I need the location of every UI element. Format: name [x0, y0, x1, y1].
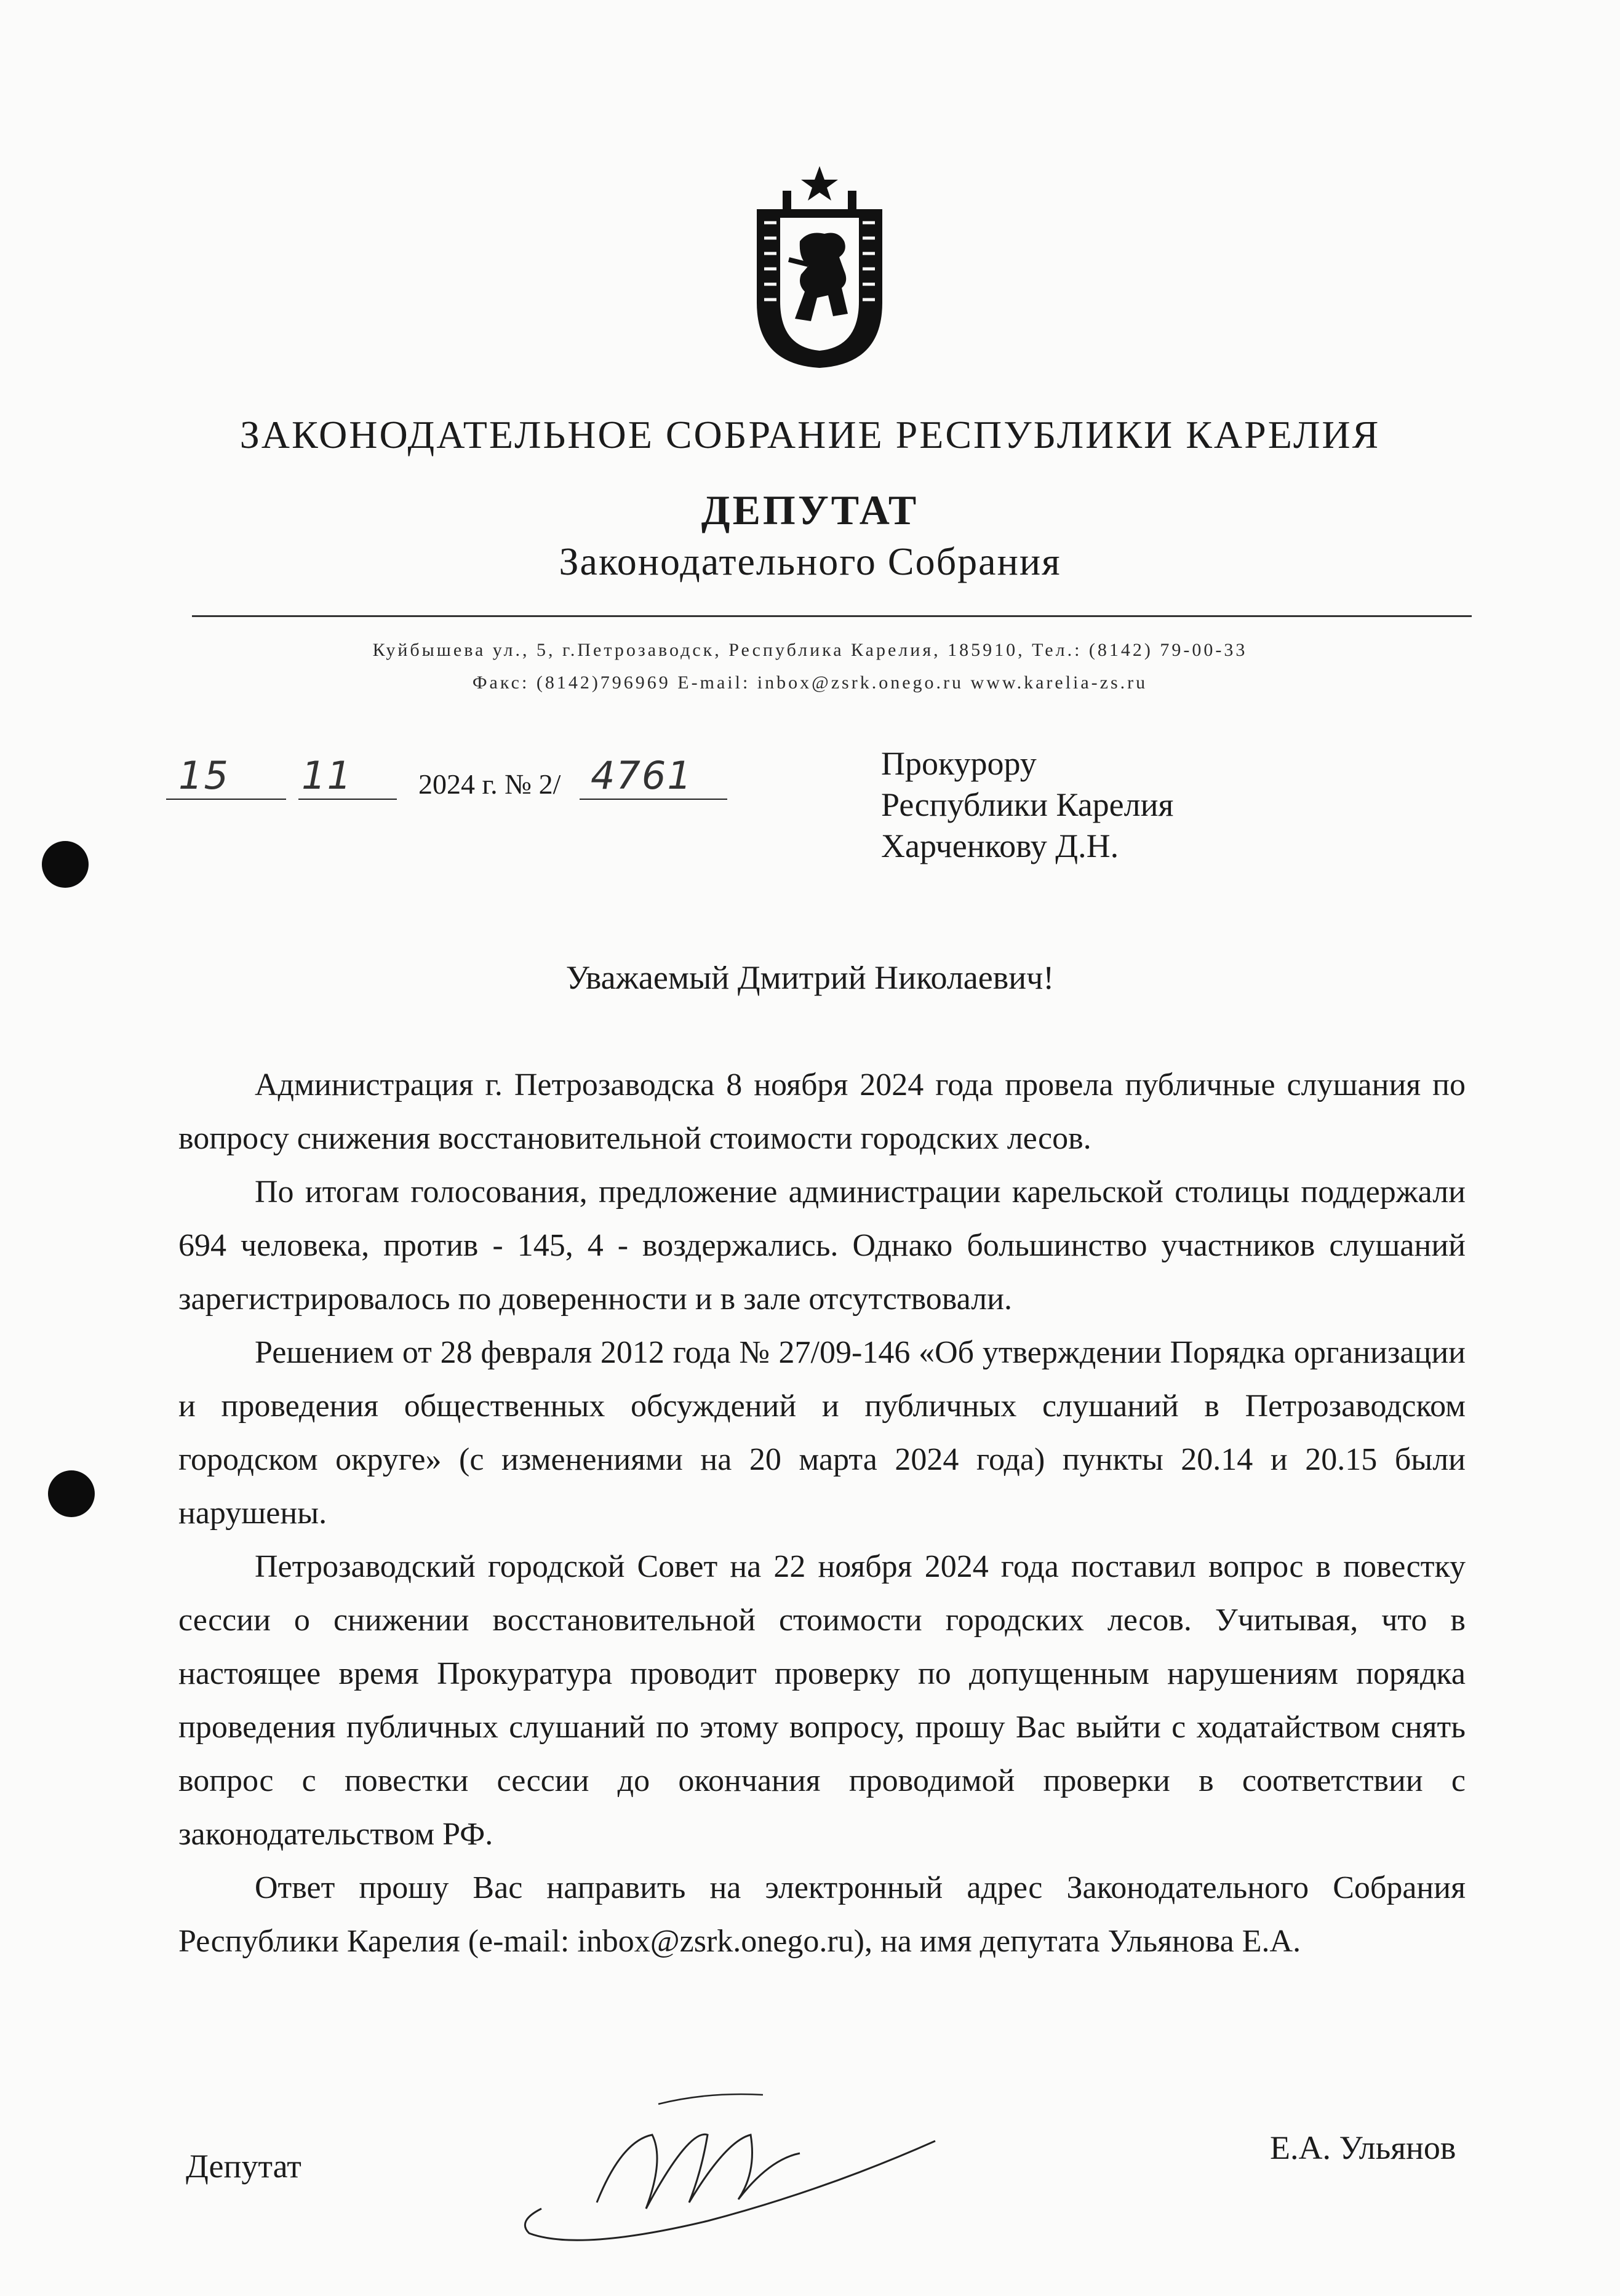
punch-hole-bottom: [48, 1470, 95, 1517]
body-paragraph: Ответ прошу Вас направить на электронный адрес Законодательного Собрания Республики Карелия (e-mail: inbox@zsrk.onego.ru), на имя депутата Ульянова Е.А.: [178, 1870, 1466, 1959]
body-paragraph: Решением от 28 февраля 2012 года № 27/09-146 «Об утверждении Порядка организации и проведения общественных обсуждений и публичных слушаний в Петрозаводском городском округе» (с изменениями на 20 марта 2024 года) пункты 20.14 и 20.15 были нарушены.: [178, 1335, 1466, 1531]
registration-month: 11: [301, 753, 353, 798]
body-paragraph: Администрация г. Петрозаводска 8 ноября 2024 года провела публичные слушания по вопросу снижения восстановительной стоимости городских лесов.: [178, 1067, 1466, 1156]
document-title: ДЕПУТАТ: [701, 487, 919, 533]
registration-year-number: 2024 г. № 2/: [418, 768, 561, 800]
handwritten-signature: [505, 2067, 948, 2252]
letter-body: [178, 1058, 1466, 1968]
registration-number: 4761: [591, 753, 693, 798]
punch-hole-top: [42, 841, 89, 888]
registration-day: 15: [178, 753, 229, 798]
document-subtitle: Законодательного Собрания: [559, 540, 1061, 583]
body-paragraph: Петрозаводский городской Совет на 22 ноября 2024 года поставил вопрос в повестку сессии о снижении восстановительной стоимости городских лесов. Учитывая, что в настоящее время Прокуратура проводит проверку по допущенным нарушениям порядка проведения публичных слушаний по этому вопросу, прошу Вас выйти с ходатайством снять вопрос с повестки сессии до окончания проводимой проверки в соответствии с законодательством РФ.: [178, 1549, 1466, 1852]
contacts-line: Факс: (8142)796969 E-mail: inbox@zsrk.onego.ru www.karelia-zs.ru: [472, 672, 1148, 693]
registration-line: [166, 753, 757, 807]
address-line: Куйбышева ул., 5, г.Петрозаводск, Республика Карелия, 185910, Тел.: (8142) 79-00-33: [372, 640, 1248, 660]
body-paragraph: По итогам голосования, предложение администрации карельской столицы поддержали 694 человека, против - 145, 4 - воздержались. Однако большинство участников слушаний зарегистрировалось по доверенности и в зале отсутствовали.: [178, 1174, 1466, 1317]
signer-position: Депутат: [186, 2148, 301, 2185]
header-divider: [192, 615, 1472, 617]
recipient-line: Харченкову Д.Н.: [881, 827, 1119, 864]
recipient-line: Прокурору: [881, 745, 1037, 782]
recipient-block: [881, 743, 1173, 867]
organization-name: ЗАКОНОДАТЕЛЬНОЕ СОБРАНИЕ РЕСПУБЛИКИ КАРЕЛИЯ: [239, 413, 1381, 456]
recipient-line: Республики Карелия: [881, 786, 1174, 823]
signer-name: Е.А. Ульянов: [1270, 2129, 1456, 2166]
karelia-coat-of-arms-icon: [752, 161, 887, 370]
greeting: Уважаемый Дмитрий Николаевич!: [565, 959, 1055, 996]
